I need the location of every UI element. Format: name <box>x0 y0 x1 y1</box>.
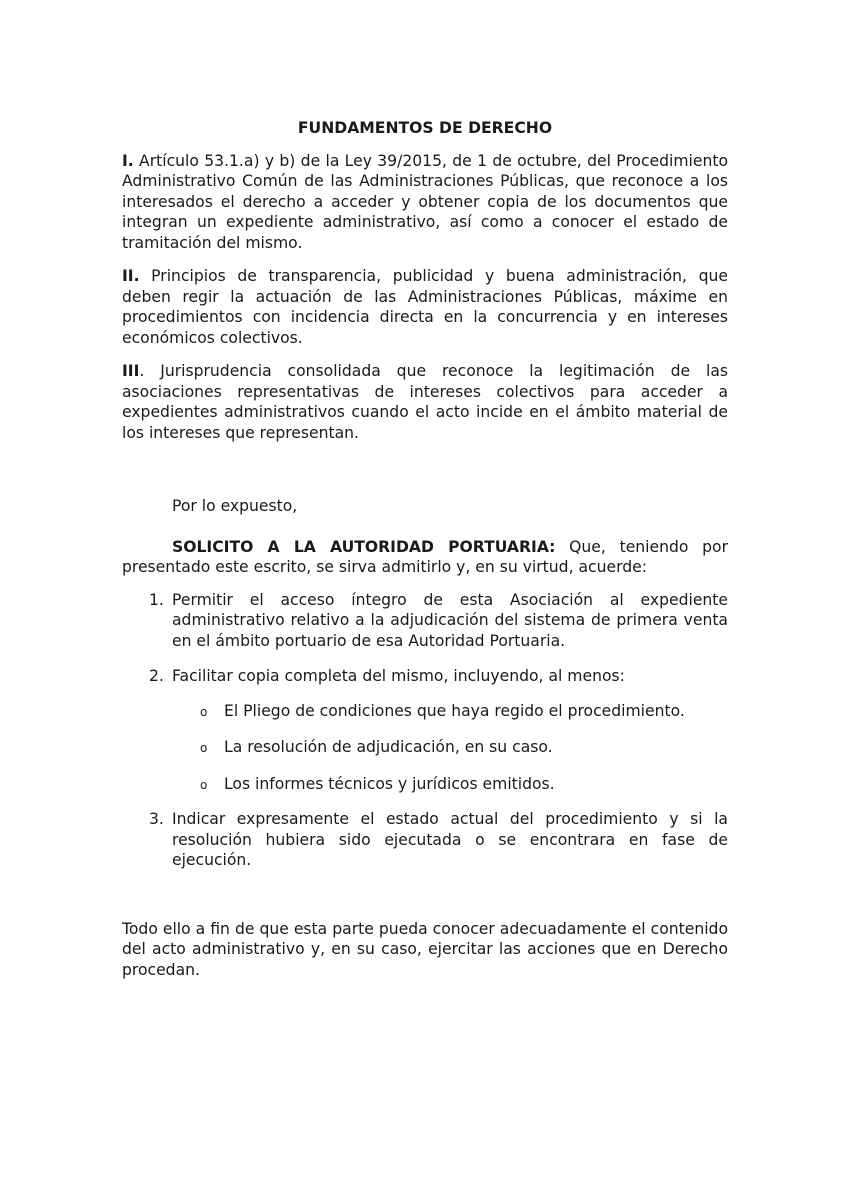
request-list <box>122 590 728 871</box>
bullet-icon: o <box>200 741 208 755</box>
legal-ground-2 <box>122 266 728 348</box>
legal-ground-label: III <box>122 362 140 380</box>
legal-ground-label: I. <box>122 151 134 170</box>
document-body <box>122 118 728 996</box>
sub-list-item <box>172 774 728 795</box>
list-item <box>122 666 728 794</box>
spacer <box>122 517 728 537</box>
legal-ground-3 <box>122 361 728 443</box>
request-label: SOLICITO A LA AUTORIDAD PORTUARIA: <box>172 537 556 556</box>
intro-line: Por lo expuesto, <box>172 497 298 515</box>
legal-ground-label: II. <box>122 267 140 285</box>
legal-ground-text: . Jurisprudencia consolidada que reconoce la legitimación de las asociaciones representativas de intereses colectivos para acceder a expedientes administrativos cuando el acto incide en el ámbito material de los intereses que representan. <box>122 362 728 442</box>
sub-item-text: Los informes técnicos y jurídicos emitidos. <box>224 774 555 793</box>
request-paragraph <box>122 537 728 578</box>
item-text: Facilitar copia completa del mismo, incluyendo, al menos: <box>172 667 625 685</box>
sub-item-text: El Pliego de condiciones que haya regido el procedimiento. <box>224 701 685 720</box>
sub-list-item <box>172 737 728 758</box>
bullet-icon: o <box>200 777 208 792</box>
item-text: Permitir el acceso íntegro de esta Asociación al expediente administrativo relativo a la adjudicación del sistema de primera venta en el ámbito portuario de esa Autoridad Portuaria. <box>172 590 728 650</box>
list-item <box>122 809 728 871</box>
item-text: Indicar expresamente el estado actual del procedimiento y si la resolución hubiera sido ejecutada o se encontrara en fase de ejecución. <box>172 810 728 869</box>
sub-list-item <box>172 701 728 722</box>
section-title: FUNDAMENTOS DE DERECHO <box>297 119 553 137</box>
list-item <box>122 590 728 652</box>
legal-ground-1 <box>122 151 728 254</box>
legal-ground-text: Principios de transparencia, publicidad y buena administración, que deben regir la actuación de las Administraciones Públicas, máxime en procedimientos con incidencia directa en la concurrencia y en intereses económicos colectivos. <box>122 267 728 347</box>
bullet-icon: o <box>200 704 208 719</box>
request-text: Que, teniendo por presentado este escrito, se sirva admitirlo y, en su virtud, acuerde: <box>122 537 728 576</box>
item-number: 1. <box>149 590 164 609</box>
sub-item-text: La resolución de adjudicación, en su caso. <box>224 738 553 756</box>
spacer <box>122 456 728 496</box>
item-number: 2. <box>149 667 164 685</box>
legal-ground-text: Artículo 53.1.a) y b) de la Ley 39/2015, de 1 de octubre, del Procedimiento Administrativo Común de las Administraciones Públicas, que reconoce a los interesados el derecho a acceder y obtener copia de los documentos que integran un expediente administrativo, así como a conocer el estado de tramitación del mismo. <box>122 151 728 252</box>
item-number: 3. <box>149 810 164 828</box>
sub-list <box>172 701 728 795</box>
closing-paragraph: Todo ello a fin de que esta parte pueda conocer adecuadamente el contenido del acto administrativo y, en su caso, ejercitar las acciones que en Derecho procedan. <box>122 919 728 979</box>
